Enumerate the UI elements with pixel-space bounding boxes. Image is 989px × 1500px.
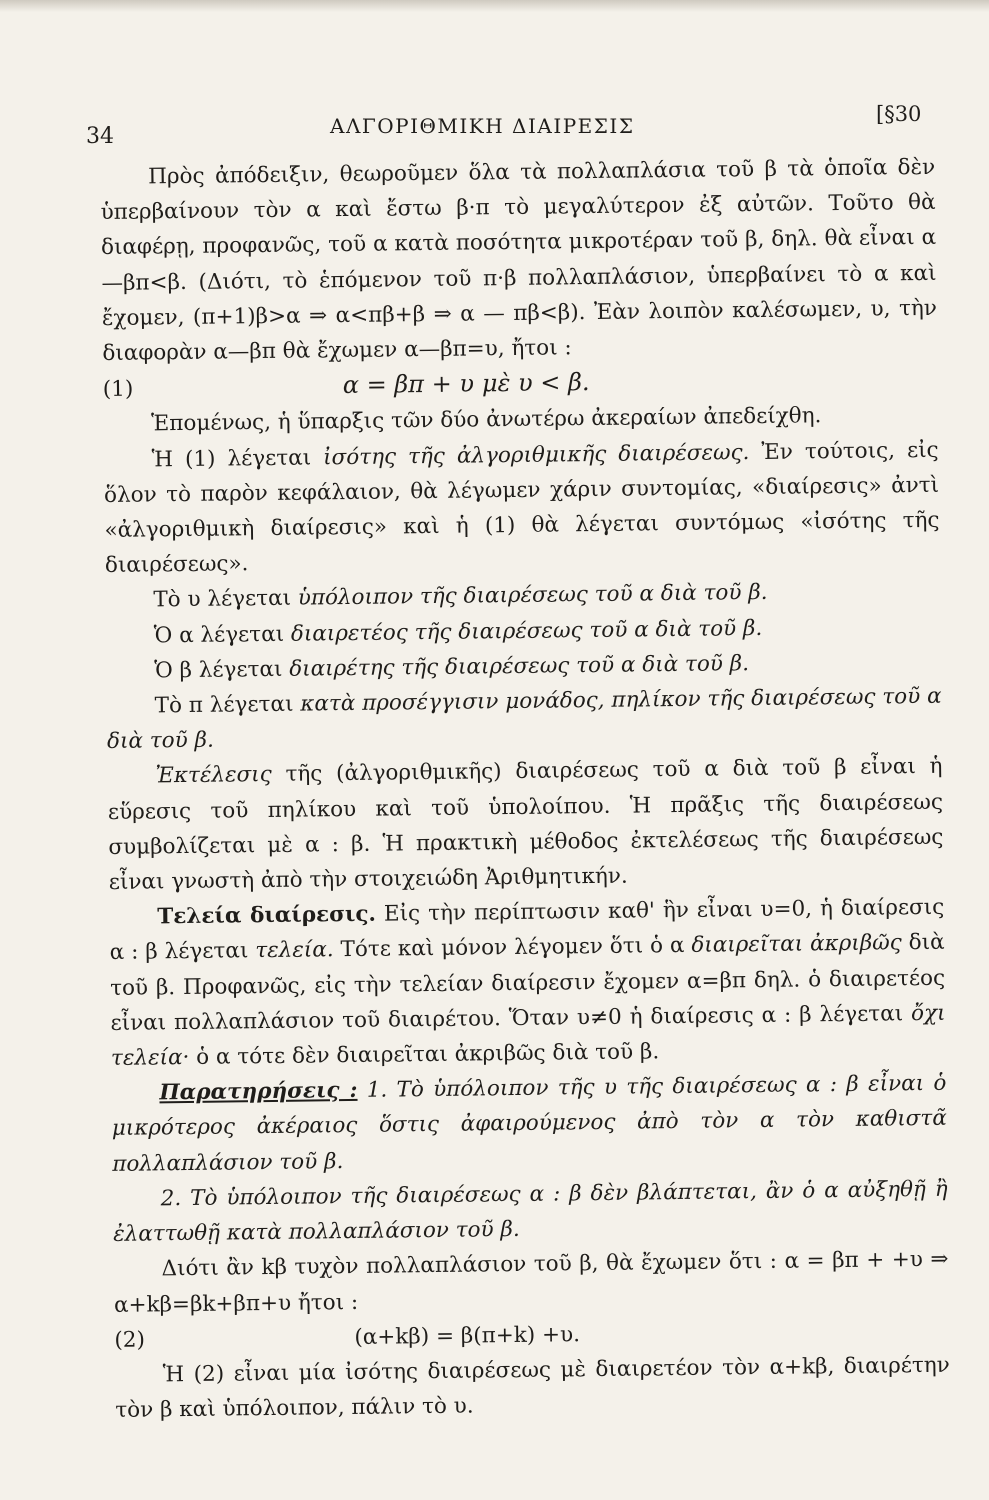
page-number: 34: [86, 124, 114, 149]
section-reference: [§30: [876, 102, 922, 126]
text-run: Ἡ (1) λέγεται: [151, 445, 312, 473]
paragraph-identity: [103, 432, 940, 583]
term-italic: διαιρέτης τῆς διαιρέσεως τοῦ α διὰ τοῦ β.: [289, 650, 750, 682]
paragraph-perfect-division: [109, 890, 946, 1076]
term-italic: Ἐκτέλεσις: [155, 762, 272, 789]
text-run: Ἐν τούτοις, εἰς ὅλον τὸ παρὸν κεφάλαιον, θὰ λέγωμεν χάριν συντομίας, «διαίρεσις» ἀντὶ «ἀλγοριθμικὴ διαίρεσις» καὶ ἡ (1) θὰ λέγεται συντόμως «ἰσότης τῆς διαιρέσεως».: [103, 437, 940, 579]
equation-number: (1): [102, 376, 134, 403]
paragraph-execution: [107, 749, 944, 900]
text-run: Τὸ π λέγεται: [154, 691, 294, 719]
paragraph-reason: Διότι ἂν kβ τυχὸν πολλαπλάσιον τοῦ β, θὰ ἔχωμεν ὅτι : α = βπ + +υ ⇒ α+kβ=βk+βπ+υ ἤτοι :: [113, 1247, 949, 1318]
term-italic: ὑπόλοιπον τῆς διαιρέσεως τοῦ α διὰ τοῦ β.: [297, 580, 768, 612]
term-italic: διαιρετέος τῆς διαιρέσεως τοῦ α διὰ τοῦ β.: [290, 615, 763, 647]
paragraph-remark-2: 2. Τὸ ὑπόλοιπον τῆς διαιρέσεως α : β δὲν βλάπτεται, ἂν ὁ α αὐξηθῇ ἢ ἐλαττωθῇ κατὰ πολλαπλάσιον τοῦ β.: [112, 1176, 948, 1248]
text-run: Τὸ υ λέγεται: [153, 586, 292, 613]
equation-expression: α = βπ + υ: [342, 369, 475, 400]
running-title: ΑΛΓΟΡΙΘΜΙΚΗ ΔΙΑΙΡΕΣΙΣ: [330, 114, 635, 138]
paragraph-proof: Πρὸς ἀπόδειξιν, θεωροῦμεν ὅλα τὰ πολλαπλάσια τοῦ β τὰ ὁποῖα δὲν ὑπερβαίνουν τὸν α καὶ ἔστω β·π τὸ μεγαλύτερον ἐξ αὐτῶν. Τοῦτο θὰ διαφέρῃ, προφανῶς, τοῦ α κατὰ ποσότητα μικροτέραν τοῦ β, δηλ. θὰ εἶναι α—βπ<β. (Διότι, τὸ ἑπόμενον τοῦ π·β πολλαπλάσιον, ὑπερβαίνει τὸ α καὶ ἔχομεν, (π+1)β>α ⇒ α<πβ+β ⇒ α — πβ<β). Ἐὰν λοιπὸν καλέσωμεν, υ, τὴν διαφορὰν α—βπ θὰ ἔχωμεν α—βπ=υ, ἤτοι :: [100, 154, 938, 367]
section-heading: Τελεία διαίρεσις.: [157, 901, 377, 930]
equation-expression: (α+kβ) = β(π+k) +υ.: [354, 1321, 581, 1350]
definition-quotient: [106, 679, 942, 760]
equation-condition: μὲ υ < β.: [481, 368, 590, 398]
text-run: Εἰς τὴν περίπτωσιν καθ' ἣν εἶναι υ=0, ἡ διαίρεσις α : β λέγεται: [109, 895, 945, 966]
remarks-heading: Παρατηρήσεις :: [159, 1078, 358, 1106]
text-run: τῆς (ἀλγοριθμικῆς) διαιρέσεως τοῦ α διὰ τοῦ β εἶναι ἡ εὕρεσις τοῦ πηλίκου καὶ τοῦ ὑπολοίπου. Ἡ πρᾶξις τῆς διαιρέσεως συμβολίζεται μὲ α : β. Ἡ πρακτικὴ μέθοδος ἐκτελέσεως τῆς διαιρέσεως εἶναι γνωστὴ ἀπὸ τὴν στοιχειώδη Ἀριθμητικήν.: [107, 754, 944, 896]
equation-number: (2): [114, 1327, 146, 1353]
term-italic: 1. Τὸ ὑπόλοιπον τῆς υ τῆς διαιρέσεως α : β εἶναι ὁ μικρότερος ἀκέραιος ὅστις ἀφαιρούμενος ἀπὸ τὸν α τὸν καθιστᾶ πολλαπλάσιον τοῦ β.: [111, 1071, 947, 1177]
paragraph-remark-1: [111, 1066, 947, 1182]
page-header: [0, 0, 989, 160]
text-run: ὁ α τότε δὲν διαιρεῖται ἀκριβῶς διὰ τοῦ β.: [196, 1039, 660, 1070]
text-run: Ὁ β λέγεται: [154, 656, 283, 684]
paragraph-existence: Ἑπομένως, ἡ ὕπαρξις τῶν δύο ἀνωτέρω ἀκεραίων ἀπεδείχθη.: [151, 403, 822, 437]
paragraph-conclusion: Ἡ (2) εἶναι μία ἰσότης διαιρέσεως μὲ διαιρετέον τὸν α+kβ, διαιρέτην τὸν β καὶ ὑπόλοιπον, πάλιν τὸ υ.: [115, 1352, 950, 1424]
term-italic: ἰσότης τῆς ἀλγοριθμικῆς διαιρέσεως.: [323, 439, 750, 470]
term-italic: ὄχι τελεία·: [110, 1000, 946, 1072]
text-run: Τότε καὶ μόνον λέγομεν ὅτι ὁ α: [340, 933, 685, 963]
term-italic: τελεία.: [255, 937, 334, 964]
term-italic: διαιρεῖται ἀκριβῶς: [691, 930, 902, 959]
text-run: Ὁ α λέγεται: [153, 621, 285, 649]
term-italic: κατὰ προσέγγισιν μονάδος, πηλίκον τῆς διαιρέσεως τοῦ α διὰ τοῦ β.: [106, 683, 942, 755]
page-body: [100, 150, 950, 1428]
text-run: διὰ τοῦ β. Προφανῶς, εἰς τὴν τελείαν διαίρεσιν ἔχομεν α=βπ δηλ. ὁ διαιρετέος εἶναι πολλαπλάσιον τοῦ διαιρέτου. Ὅταν υ≠0 ἡ διαίρεσις α : β λέγεται: [109, 930, 946, 1036]
